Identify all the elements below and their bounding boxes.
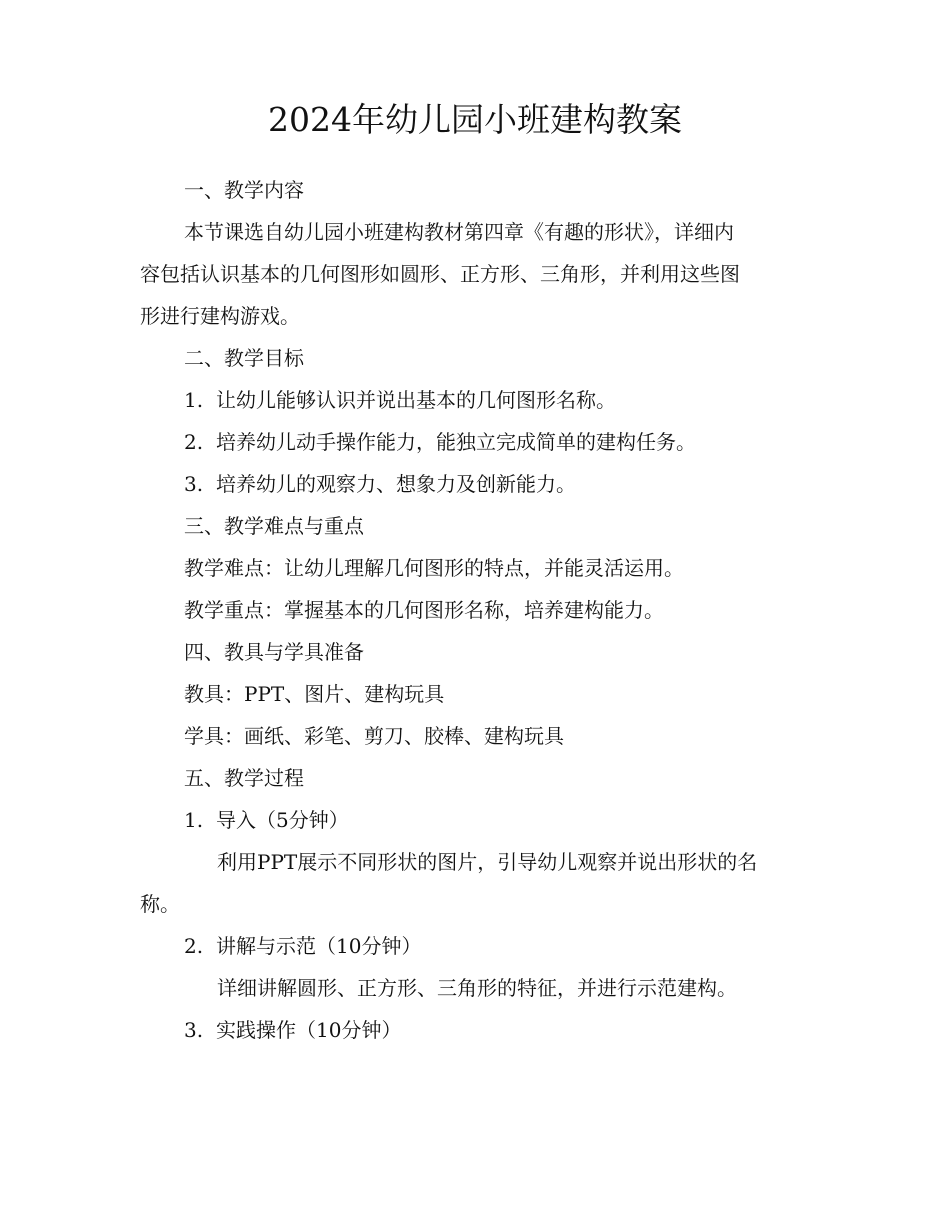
list-text: 培养幼儿的观察力、想象力及创新能力。	[216, 472, 576, 496]
teacher-materials: 教具：PPT、图片、建构玩具	[184, 682, 445, 706]
section-heading-3: 三、教学难点与重点	[184, 514, 364, 538]
list-item	[184, 932, 824, 960]
paragraph-line: 详细讲解圆形、正方形、三角形的特征，并进行示范建构。	[217, 976, 737, 1000]
list-number: 2.	[184, 934, 204, 958]
list-item	[184, 1016, 824, 1044]
paragraph-line: 称。	[140, 892, 180, 916]
section-heading-4: 四、教具与学具准备	[184, 640, 364, 664]
student-materials: 学具：画纸、彩笔、剪刀、胶棒、建构玩具	[184, 724, 564, 748]
document-title: 2024年幼儿园小班建构教案	[268, 100, 682, 139]
list-text: 讲解与示范（10分钟）	[216, 934, 422, 958]
list-number: 1.	[184, 808, 204, 832]
list-text: 导入（5分钟）	[216, 808, 349, 832]
paragraph-line: 容包括认识基本的几何图形如圆形、正方形、三角形，并利用这些图	[140, 262, 740, 286]
list-item	[184, 428, 824, 456]
paragraph-line: 本节课选自幼儿园小班建构教材第四章《有趣的形状》，详细内	[184, 220, 734, 244]
list-text: 让幼儿能够认识并说出基本的几何图形名称。	[216, 388, 616, 412]
list-item	[184, 386, 824, 414]
key-point-text: 教学重点：掌握基本的几何图形名称，培养建构能力。	[184, 598, 664, 622]
list-number: 1.	[184, 388, 204, 412]
list-item	[184, 470, 824, 498]
section-heading-2: 二、教学目标	[184, 346, 304, 370]
list-text: 培养幼儿动手操作能力，能独立完成简单的建构任务。	[216, 430, 696, 454]
list-item	[184, 806, 824, 834]
paragraph-line: 利用PPT展示不同形状的图片，引导幼儿观察并说出形状的名	[217, 850, 758, 874]
list-number: 2.	[184, 430, 204, 454]
list-text: 实践操作（10分钟）	[216, 1018, 402, 1042]
list-number: 3.	[184, 472, 204, 496]
section-heading-1: 一、教学内容	[184, 178, 304, 202]
paragraph-line: 形进行建构游戏。	[140, 304, 300, 328]
difficulty-text: 教学难点：让幼儿理解几何图形的特点，并能灵活运用。	[184, 556, 684, 580]
list-number: 3.	[184, 1018, 204, 1042]
section-heading-5: 五、教学过程	[184, 766, 304, 790]
